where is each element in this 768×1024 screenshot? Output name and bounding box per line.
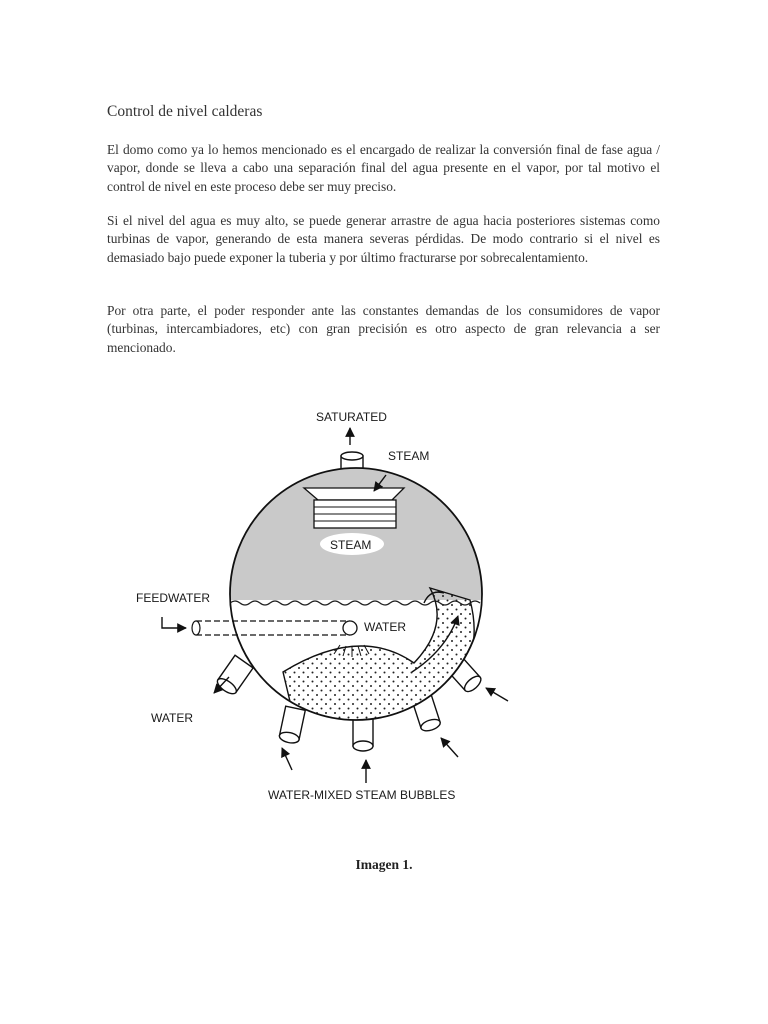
steam-separator [304,488,404,528]
figure-caption: Imagen 1. [355,857,413,872]
paragraph-3: Por otra parte, el poder responder ante las constantes demandas de los consumidores de vapor (turbinas, intercambiadores, etc) con gran precisión es otro aspecto de gran relevancia a ser mencionado. [107,303,660,355]
label-water-inner: WATER [364,620,406,634]
label-water-outlet: WATER [151,711,193,725]
label-steam-inner: STEAM [330,538,372,552]
document-title: Control de nivel calderas [107,103,263,120]
paragraph-2: Si el nivel del agua es muy alto, se puede generar arrastre de agua hacia posteriores sistemas como turbinas de vapor, generando de esta manera severas pérdidas. De modo contrario si el nivel es demasiado bajo puede exponer la tuberia y por último fracturarse por sobrecalentamiento. [107,213,660,265]
steam-drum-diagram [0,395,768,815]
label-feedwater: FEEDWATER [136,591,210,605]
label-steam-top: STEAM [388,449,430,463]
paragraph-1: El domo como ya lo hemos mencionado es el encargado de realizar la conversión final de fase agua / vapor, donde se lleva a cabo una separación final del agua presente en el vapor, por tal motivo el control de nivel en este proceso debe ser muy preciso. [107,142,660,194]
label-saturated: SATURATED [316,410,387,424]
label-bubbles: WATER-MIXED STEAM BUBBLES [268,788,456,802]
